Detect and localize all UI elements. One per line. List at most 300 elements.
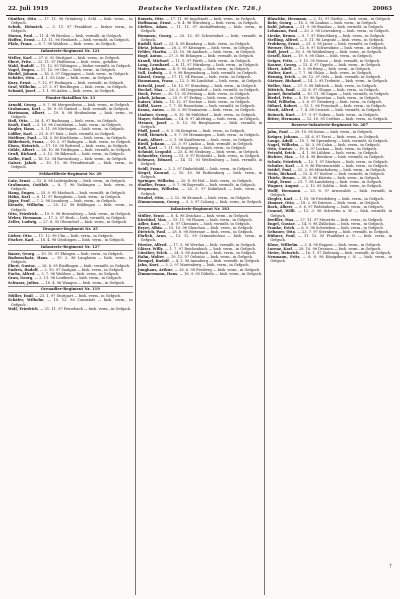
entry-name: Schmid, Josef bbox=[8, 88, 36, 93]
casualty-entry: Ruß, Karl, — 7. 11. 95 Augsburg — bish. verm., in Gefgsch. bbox=[137, 145, 247, 150]
entry-details: — 5. 11. 96 Liegnitz — bish. verm., in Gefgsch. bbox=[299, 37, 385, 42]
casualty-entry: Schwarz, Julius, — 18. 4. 96 Wangen — bish. verm., in Gefgsch. bbox=[8, 280, 126, 285]
entry-name: Schwarz, Eduard bbox=[137, 158, 172, 163]
casualty-entry: Kienzle, Wilhelm, — 25. 12. 98 Böblingen — bish. verm., in Gefgsch. bbox=[8, 203, 133, 212]
entry-name: Ebert, Adolf bbox=[267, 66, 292, 71]
entry-name: Thiele, Bruno bbox=[267, 176, 295, 181]
casualty-entry: Krüger, Johann, — 24. 6. 97 Forst — bish. verm., in Gefgsch. bbox=[267, 134, 380, 139]
casualty-entry: Geiger, Fritz, — 1. 11. 95 Neisse — bish. vermißt, in Gefgsch. bbox=[267, 58, 381, 63]
casualty-entry: Meißner, Paul, — 14. 5. 96 Kirchheim — bish. verm., in Gefgsch. bbox=[8, 135, 127, 140]
entry-name: Seidel, Paul bbox=[267, 167, 291, 172]
casualty-entry: Förster, Alfred, — 17. 5. 96 Werdau — bish. vermißt, in Gefgsch. bbox=[137, 242, 257, 247]
entry-name: Zimmer, Otto bbox=[267, 201, 294, 206]
casualty-entry: Felder, Martin, — 13. 10. 96 Ansbach — bish. verm., in Gefgsch. bbox=[137, 50, 256, 55]
entry-details: — 2. 1. 96 Kaufbeuren — bish. verm., in Gefgsch. bbox=[164, 137, 254, 142]
casualty-entry: Fischer, Karl, — 18. 4. 98 Geislingen — bish. verm., in Gefgsch. bbox=[8, 237, 125, 242]
section-heading: Infanterie-Regiment Nr. 121 bbox=[8, 48, 133, 55]
section-heading: Feldartillerie-Regiment Nr. 29 bbox=[8, 171, 133, 178]
casualty-entry: Weber, Hermann, — 17. 2. 97 Horb — bish. vermißt, in Gefgsch. bbox=[8, 215, 127, 220]
entry-details: — 15. 10. 96 Glauchau — bish. verm., in Gefgsch. bbox=[164, 226, 254, 230]
entry-name: Nagel, Wilhelm bbox=[267, 142, 298, 147]
entry-details: — 12. 5. 96 Landshut — bish. verm., in Gefgsch. bbox=[175, 79, 262, 84]
casualty-entry: Ritter, Hermann, — 12. 10. 95 Cottbus — bish. verm., in Gefgsch. bbox=[267, 116, 389, 121]
entry-details: — 1. 10. 96 Friedeberg — bish. verm., in Gefgsch. bbox=[294, 196, 385, 201]
entry-details: — 21. 6. 97 Sulz — bish. vermißt, in Gefgsch. bbox=[34, 131, 116, 136]
entry-name: Lieber, Otto bbox=[8, 233, 32, 238]
entry-name: Hennig, Erich bbox=[267, 75, 296, 80]
casualty-entry: Hartmann, Albert, — 19. 8. 98 Heidenheim — bish. verm., in Gefgsch. bbox=[8, 110, 133, 119]
entry-name: Kaiser, Alois bbox=[137, 100, 163, 105]
entry-details: — 17. 10. 98 Rottweil — bish. verm., in Gefgsch. bbox=[41, 144, 129, 149]
entry-details: — 19. 9. 98 Glatz — bish. verm., in Gefgsch. bbox=[293, 54, 373, 59]
page-header bbox=[6, 3, 394, 16]
column-3 bbox=[264, 17, 394, 595]
entry-name: Kraus, Anton bbox=[137, 108, 164, 113]
entry-name: Klose, Wilhelm bbox=[267, 242, 298, 247]
entry-details: — 26. 12. 97 Oels — bish. vermißt, in Gefgsch. bbox=[297, 75, 382, 80]
casualty-entry: Göhle, Albert, — 26. 10. 96 Tuttlingen — bish. vermißt, in Gefgsch. bbox=[8, 148, 132, 153]
entry-name: Pfalz, Franz bbox=[8, 41, 32, 46]
casualty-entry: Schmid, Josef, — 1. 1. 98 Aalen — bish. verm., in Gefgsch. bbox=[8, 88, 116, 93]
entry-details: — 16. 3. 98 Calau — bish. verm., in Gefgsch. bbox=[300, 142, 381, 147]
entry-name: Streit, Alfred bbox=[267, 108, 294, 113]
entry-details: — 25. 5. 97 Kulmbach — bish. verm., in Gefgsch. bbox=[140, 187, 263, 196]
casualty-entry: Stegmann, Wilhelm, — 25. 5. 97 Kulmbach — bish. verm., in Gefgsch. bbox=[137, 187, 263, 196]
casualty-entry: Bodenschatz, Hans, — 19. 2. 96 Laupheim — bish. verm., in Gefgsch. bbox=[8, 255, 133, 264]
entry-name: Gießen, Adam bbox=[137, 25, 167, 30]
entry-details: — 16. 12. 97 Straubing — bish. verm., in Gefgsch. bbox=[166, 83, 258, 88]
entry-details: — 16. 12. 94 Ravensburg — bish. verm., in Gefgsch. bbox=[33, 156, 128, 161]
casualty-entry: Fuchs, Alfred, — 3. 7. 96 Waldsee — bish. verm., in Gefgsch. bbox=[8, 272, 120, 277]
entry-details: — 5. 11. 98 Nürtingen — bish. verm., in Gefgsch. bbox=[36, 127, 125, 132]
casualty-entry: Wahl, Rudolf, — 11. 12. 95 Tübingen — bisher vermißt, in Gefgsch. bbox=[8, 63, 132, 68]
entry-name: Richter, Max bbox=[267, 155, 293, 160]
entry-details: — 3. 11. 97 Frankfurt — bisher verm., in Gefgsch. bbox=[11, 25, 133, 34]
entry-name: Kinzel, Georg bbox=[137, 75, 165, 80]
section-heading: Infanterie-Regiment Nr. 127 bbox=[8, 244, 133, 251]
entry-name: Dittrich, Emil bbox=[267, 87, 295, 92]
casualty-entry: Werner, Otto, — 12. 8. 97 Schweidnitz — bish. verm., in Gefgsch. bbox=[267, 46, 388, 51]
entry-details: — 17. 11. 96 Grünberg i. Schl. — bish. verm. , in Gefgsch. bbox=[11, 17, 133, 26]
entry-details: — 18. 4. 96 Wangen — bish. verm., in Gefgsch. bbox=[40, 280, 126, 285]
entry-name: Endres, Rudolf bbox=[8, 268, 38, 273]
entry-name: Zimmermann, Hans bbox=[137, 271, 178, 276]
casualty-entry: Stein, Richard, — 15. 4. 97 Seelow — bish. vermißt, in Gefgsch. bbox=[267, 171, 385, 176]
entry-name: Bilderbeck, Franz bbox=[8, 139, 44, 144]
casualty-entry: Schwarz, Eduard, — 14. 11. 93 Weißenburg — bish. vermißt, in Gefgsch. bbox=[137, 158, 263, 167]
entry-name: Adler, Kurt bbox=[137, 221, 160, 226]
entry-name: Arnold, Georg bbox=[8, 102, 36, 107]
entry-details: — 9. 7. 98 Mergentheim — bish. verm., in Gefgsch. bbox=[38, 102, 131, 107]
entry-details: — 20. 2. 96 Löwenberg — bish. verm., in Gefgsch. bbox=[299, 29, 390, 34]
entry-details: — 11. 12. 95 Tübingen — bisher vermißt, in Gefgsch. bbox=[35, 63, 132, 68]
casualty-entry: Franke, Erich, — 6. 5. 96 Schwiebus — bish. verm., in Gefgsch. bbox=[267, 226, 384, 230]
casualty-entry: Höhn, Karl, — 8. 11. 97 Besigheim — bish. verm., in Gefgsch. bbox=[8, 195, 122, 200]
casualty-entry: Wagner, August, — 2. 12. 95 Soldin — bish. verm., in Gefgsch. bbox=[267, 184, 383, 189]
entry-details: — 21. 7. 98 Landsberg — bish. verm., in Gefgsch. bbox=[293, 180, 383, 185]
casualty-entry: Müller, Emil, — 23. 1. 97 Stuttgart — bish. verm., in Gefgsch. bbox=[8, 294, 122, 299]
entry-name: Schulze, Karl bbox=[267, 163, 294, 168]
entry-details: — 24. 6. 97 Forst — bish. verm., in Gefgsch. bbox=[300, 134, 380, 139]
entry-name: Kölbl, Xaver bbox=[137, 104, 162, 109]
casualty-entry: Arnold, Georg, — 9. 7. 98 Mergentheim — bish. verm., in Gefgsch. bbox=[8, 102, 131, 107]
casualty-entry: Zimmermann, Hans, — 16. 9. 95 Döbeln — bish. verm., in Gefgsch. bbox=[137, 271, 263, 276]
entry-details: — 23. 4. 96 Neuburg — bish. verm., in Gefgsch. bbox=[173, 150, 260, 154]
entry-name: Felder, Martin bbox=[137, 50, 167, 55]
entry-name: Meier, Heinrich bbox=[267, 250, 299, 255]
casualty-entry: Maron, Paul, — 11. 4. 98 Breslau — bish. vermißt, in Gefgsch. bbox=[8, 33, 123, 38]
entry-details: — 17. 2. 97 Horb — bish. vermißt, in Gefgsch. bbox=[43, 215, 127, 220]
entry-name: Müller, Emil bbox=[8, 294, 33, 299]
casualty-entry: Ehrlich, Arno, — 13. 12. 95 Crimmitschau — bish. verm., in Gefgsch. bbox=[137, 234, 263, 243]
entry-details: — 16. 3. 97 Göppingen — bish. verm., in Gefgsch. bbox=[39, 72, 130, 77]
casualty-entry: Wolff, Hermann, — 25. 8. 97 Arnswalde — bish. vermißt, in Gefgsch. bbox=[267, 188, 393, 197]
entry-details: — 7. 4. 98 Crossen — bish. vermißt, in Gefgsch. bbox=[295, 108, 382, 113]
casualty-entry: Endres, Rudolf, — 2. 10. 97 Saulgau — bish. verm., in Gefgsch. bbox=[8, 268, 125, 273]
entry-details: — 11. 12. 95 Frankfurt a. O. — bish. verm., in Gefgsch. bbox=[270, 234, 393, 243]
entry-details: — 9. 3. 98 Brieg — bish. verm., in Gefgsch. bbox=[293, 66, 372, 71]
casualty-entry: Riedl, Johann, — 22. 3. 97 Lindau — bish. vermißt, in Gefgsch. bbox=[137, 141, 254, 146]
newspaper-page bbox=[6, 3, 394, 595]
entry-name: Gruß, Richard bbox=[8, 152, 37, 157]
casualty-entry: Romeis, Otto, — 17. 11. 96 Ingolstadt — bish. verm., in Gefgsch. bbox=[137, 17, 257, 21]
casualty-entry: Voigt, Ernst, — 21. 7. 98 Landsberg — bish. verm., in Gefgsch. bbox=[267, 180, 383, 185]
casualty-entry: Lange, Adolf, — 18. 7. 96 Spremberg — bish. vermißt, in Gefgsch. bbox=[267, 138, 389, 143]
header-issue: (Nr. 726.) bbox=[225, 6, 262, 12]
entry-details: — 27. 3. 97 Reutlingen — bish. verm., in Gefgsch. bbox=[37, 84, 128, 89]
entry-name: Hopf, Anton bbox=[137, 54, 162, 59]
casualty-entry: Stadler, Franz, — 9. 7. 96 Bayreuth — bish. vermißt, in Gefgsch. bbox=[137, 183, 256, 188]
entry-name: Lorenz, Karl bbox=[267, 246, 292, 251]
casualty-entry: Jakob, Johann, — 29. 9. 97 Erding — bish. verm., in Gefgsch. bbox=[137, 95, 250, 100]
entry-name: Jahn, Kurt bbox=[137, 263, 159, 268]
entry-name: Söhnel, Robert bbox=[267, 104, 298, 109]
entry-details: — 7. 12. 97 Esslingen — bish. vermißt, in Gefgsch. bbox=[33, 80, 125, 85]
entry-name: Graf, Wilhelm bbox=[8, 84, 36, 89]
entry-details: — 14. 8. 97 Altötting — bish. verm., in Gefgsch. bbox=[174, 116, 260, 121]
entry-name: Lieske, Bruno bbox=[267, 33, 296, 38]
entry-details: — 21. 9. 96 Bunzlau — bish. vermißt, in Gefgsch. bbox=[295, 25, 384, 30]
casualty-entry: Grahmann, Karl, — 18. 9. 95 Gmünd — bish. vermißt, in Gefgsch. bbox=[8, 106, 130, 111]
casualty-entry: Hennig, Erich, — 26. 12. 97 Oels — bish. vermißt, in Gefgsch. bbox=[267, 75, 382, 80]
entry-name: Weller, Karl bbox=[8, 55, 32, 60]
entry-details: — 24. 9. 98 Auerbach — bish. verm., in Gefgsch. bbox=[169, 250, 257, 255]
entry-details: — 3. 10. 96 Crailsheim — bish. verm., in Gefgsch. bbox=[32, 123, 122, 128]
entry-details: — 23. 1. 97 Stuttgart — bish. verm., in Gefgsch. bbox=[34, 294, 122, 299]
casualty-entry: Seidel, Paul, — 22. 2. 98 Müncheberg — bish. verm., in Gefgsch. bbox=[267, 167, 387, 172]
entry-details: — 19. 12. 97 Oelsnitz — bish. verm., in Gefgsch. bbox=[166, 255, 254, 260]
entry-name: Blaschke, Hermann bbox=[267, 17, 307, 21]
entry-name: Hoffmann, Ernst bbox=[137, 21, 171, 26]
casualty-entry: Krause, Georg, — 13. 4. 97 Oppeln — bish. verm., in Gefgsch. bbox=[267, 62, 382, 67]
entry-name: Dietrich, Paul bbox=[137, 230, 166, 235]
casualty-entry: Kugler, Hans, — 5. 11. 98 Nürtingen — bish. verm., in Gefgsch. bbox=[8, 127, 125, 132]
casualty-entry: Günther, Erich, — 24. 9. 98 Auerbach — bish. verm., in Gefgsch. bbox=[137, 250, 257, 255]
entry-name: Gärtner, Richard bbox=[267, 79, 301, 84]
casualty-entry: Rudolf, Karl, — 23. 4. 98 Bamberg — bish. verm., in Gefgsch. bbox=[137, 41, 251, 46]
casualty-entry: Ebert, Gustav, — 26. 8. 95 Riedlingen — bish. vermißt, in Gefgsch. bbox=[8, 264, 131, 268]
entry-name: Hahn, Walter bbox=[137, 255, 165, 260]
casualty-entry: Gebauer, Otto, — 23. 7. 97 Sternberg — bish. vermißt, in Gefgsch. bbox=[267, 230, 390, 235]
entry-details: — 8. 10. 96 Mühldorf — bish. verm., in Gefgsch. bbox=[169, 112, 257, 117]
casualty-entry: Lehmann, Paul, — 20. 2. 96 Löwenberg — bish. verm., in Gefgsch. bbox=[267, 29, 390, 34]
casualty-entry: Springer, Wilhelm, — 20. 8. 96 Hof — bish. verm., in Gefgsch. bbox=[137, 179, 253, 184]
entry-name: Günther, Erich bbox=[137, 250, 168, 255]
entry-name: Reischl, Josef bbox=[137, 83, 165, 88]
entry-name: Hoffen, Ernst bbox=[8, 37, 35, 42]
casualty-entry: Reinsch, Kurt, — 17. 9. 97 Guben — bish. verm., in Gefgsch. bbox=[267, 112, 379, 117]
entry-details: — 13. 1. 96 Freystadt — bish. verm., in Gefgsch. bbox=[299, 104, 387, 109]
entry-name: Raab, Albert bbox=[137, 137, 163, 142]
entry-name: Hoß, Otto bbox=[8, 119, 28, 124]
entry-details: — 26. 8. 95 Riedlingen — bish. vermißt, in Gefgsch. bbox=[37, 264, 131, 268]
entry-name: Otto, Friedrich bbox=[8, 211, 38, 216]
entry-name: Hempel, Rudolf bbox=[137, 259, 169, 264]
entry-name: Krause, Georg bbox=[267, 62, 296, 67]
casualty-entry: Bauer, Georg, — 19. 10. 97 Ehingen — bish. verm., in Gefgsch. bbox=[8, 251, 124, 256]
entry-name: Wolff, Hermann bbox=[267, 188, 301, 193]
entry-name: Zimmermann, Georg bbox=[137, 199, 179, 204]
casualty-entry: Adler, Kurt, — 7. 6. 97 Chemnitz — bish. vermißt, in Gefgsch. bbox=[137, 221, 251, 226]
entry-details: — 17. 11. 94 Passau — bish. verm., in Gefgsch. bbox=[167, 75, 252, 80]
entry-name: Hübner, Paul bbox=[267, 234, 295, 239]
entry-details: — 29. 10. 98 Sorau — bish. verm., in Gefgsch. bbox=[290, 130, 373, 135]
entry-name: Weber, Hermann bbox=[8, 215, 42, 220]
casualty-entry: Heckel, Max, — 26. 2. 94 Deggendorf — bish. vermißt, in Gefgsch. bbox=[137, 87, 260, 92]
entry-name: Meißner, Paul bbox=[8, 135, 36, 140]
entry-details: — 22. 3. 97 Lindau — bish. vermißt, in Gefgsch. bbox=[166, 141, 254, 146]
entry-details: — 13. 12. 95 Crimmitschau — bish. verm., in Gefgsch. bbox=[140, 234, 263, 243]
entry-name: Pohl, Wilhelm bbox=[267, 100, 296, 105]
entry-name: Grau, Georg bbox=[8, 276, 33, 281]
casualty-entry: Dietz, Johann, — 28. 2. 97 Kitzingen — bish. verm., in Gefgsch. bbox=[137, 46, 254, 51]
entry-details: — 28. 2. 97 Kitzingen — bish. verm., in Gefgsch. bbox=[166, 46, 254, 51]
entry-details: — 25. 9. 95 Marbach — bish. vermißt, in Gefgsch. bbox=[36, 190, 126, 195]
entry-details: — 7. 7. 95 Rosenheim — bish. vermißt, in Gefgsch. bbox=[164, 104, 256, 109]
casualty-entry: Hübner, Paul, — 11. 12. 95 Frankfurt a. O. — bish. verm., in Gefgsch. bbox=[267, 234, 393, 243]
entry-name: Jahn, Paul bbox=[267, 130, 288, 135]
entry-name: Schäfer, Wilhelm bbox=[8, 298, 44, 303]
entry-details: — 2. 12. 97 Görlitz — bish. verm., in Gefgsch. bbox=[308, 17, 392, 21]
casualty-entry: Weller, Karl, — 27. 6. 92 Stuttgart — bish. verm., in Gefgsch. bbox=[8, 55, 121, 60]
entry-details: — 14. 2. 95 Trebnitz — bish. verm., in Gefgsch. bbox=[303, 79, 389, 84]
entry-name: Mayer, Sebastian bbox=[137, 116, 172, 121]
entry-details: — 8. 8. 98 Königsberg i. N. — bish. verm., in Gefgsch. bbox=[270, 255, 392, 264]
columns bbox=[6, 17, 394, 595]
entry-name: Hausmann, Franz bbox=[137, 79, 173, 84]
casualty-entry: Kahl, Johann, — 21. 9. 96 Bunzlau — bish. vermißt, in Gefgsch. bbox=[267, 25, 384, 30]
casualty-entry: Lutz, Ernst, — 12. 6. 98 Ludwigsburg — bish. verm., in Gefgsch. bbox=[8, 178, 126, 183]
entry-details: — 26. 4. 97 Backnang — bish. verm., in Gefgsch. bbox=[29, 119, 118, 124]
entry-details: — 17. 9. 97 Guben — bish. verm., in Gefgsch. bbox=[297, 112, 379, 117]
entry-details: — 19. 8. 98 Heidenheim — bish. verm., in Gefgsch. bbox=[11, 110, 133, 119]
casualty-entry: Nagel, Wilhelm, — 16. 3. 98 Calau — bish. verm., in Gefgsch. bbox=[267, 142, 381, 147]
entry-details: — 19. 9. 96 Herrenberg — bish. verm., in Gefgsch. bbox=[39, 211, 132, 216]
casualty-entry: Lorenz, Karl, — 28. 10. 96 Drossen — bish. verm., in Gefgsch. bbox=[267, 246, 382, 251]
casualty-entry: Seidl, Franz, — 2. 2. 97 Dinkelsbühl — bish. verm., in Gefgsch. bbox=[137, 166, 253, 171]
entry-details: — 18. 2. 98 Driesen — bish. verm., in Gefgsch. bbox=[296, 201, 381, 206]
entry-name: Fuchs, Alfred bbox=[8, 272, 35, 277]
entry-details: — 28. 10. 96 Drossen — bish. verm., in Gefgsch. bbox=[294, 246, 382, 251]
entry-details: — 10. 11. 98 Sagan — bish. vermißt, in Gefgsch. bbox=[302, 91, 390, 96]
casualty-entry: Kolbe, Emil, — 16. 12. 94 Ravensburg — bish. verm., in Gefgsch. bbox=[8, 156, 128, 161]
entry-name: Stegmann, Wilhelm bbox=[137, 187, 179, 192]
entry-details: — 4. 9. 95 Amberg — bish. verm., in Gefgsch. bbox=[167, 66, 250, 71]
entry-details: — 14. 11. 93 Weißenburg — bish. vermißt, in Gefgsch. bbox=[140, 158, 263, 167]
entry-name: Müller, Ernst bbox=[137, 213, 164, 218]
section-heading: Infanterie-Regiment Nr. 183 bbox=[138, 206, 263, 213]
entry-name: Stadler, Franz bbox=[137, 183, 166, 188]
entry-name: Beyer, Albin bbox=[137, 226, 162, 230]
entry-details: — 22. 2. 98 Müncheberg — bish. verm., in Gefgsch. bbox=[293, 167, 387, 172]
entry-name: Eisen, Heinrich bbox=[8, 144, 39, 149]
header-date: 22. Juli 1919 bbox=[8, 6, 49, 12]
casualty-entry: Pfalz, Franz, — 8. 7. 98 Waldsee — bish. verm., in Gefgsch. bbox=[8, 41, 117, 46]
entry-name: Jaenel, Reinhold bbox=[267, 91, 301, 96]
entry-details: — 26. 10. 96 Tuttlingen — bish. vermißt, in Gefgsch. bbox=[36, 148, 132, 153]
entry-name: Rudolf, Karl bbox=[137, 41, 162, 46]
casualty-entry: Kirchhof, Max, — 19. 11. 98 Plauen — bish. verm., in Gefgsch. bbox=[137, 217, 253, 222]
entry-name: Hemmen, Georg bbox=[137, 33, 171, 38]
entry-name: Weller, Max bbox=[267, 83, 291, 88]
entry-name: Hartmann, Albert bbox=[8, 110, 45, 115]
entry-details: — 5. 9. 98 Regensburg — bish. vermißt, in Gefgsch. bbox=[164, 71, 258, 76]
entry-details: — 29. 9. 97 Erding — bish. verm., in Gefgsch. bbox=[167, 95, 250, 100]
casualty-entry: Jahn, Kurt, — 3. 2. 97 Marienberg — bish. verm., in Gefgsch. bbox=[137, 263, 250, 268]
entry-details: — 23. 4. 98 Bamberg — bish. verm., in Gefgsch. bbox=[164, 41, 251, 46]
entry-details: — 21. 11. 97 Feuerbach — bish. verm., in Gefgsch. bbox=[39, 306, 132, 311]
casualty-entry: Vogel, Eugen, — 17. 10. 99 Ulm — bish. verm., in Gefgsch. bbox=[8, 68, 116, 73]
entry-details: — 11. 12. 98 Ulm — bish. verm., in Gefgsch. bbox=[33, 233, 114, 238]
entry-details: — 8. 3. 98 Kempten — bish. verm., in Gefgsch. bbox=[161, 129, 246, 134]
entry-details: — 18. 2. 96 Lauban — bish. verm., in Gefgsch. bbox=[293, 21, 378, 26]
entry-name: Dietz, Johann bbox=[137, 46, 165, 51]
entry-details: — 30. 3. 96 Waldenburg — bish. verm., in Gefgsch. bbox=[290, 50, 383, 55]
entry-details: — 3. 6. 97 Grünberg — bish. verm., in Gefgsch. bbox=[297, 100, 383, 105]
entry-details: — 10. 4. 98 Beeskow — bish. vermißt, in Gefgsch. bbox=[294, 155, 385, 160]
casualty-entry: Schulze, Karl, — 5. 9. 96 Fürstenwalde — bish. verm., in Gefgsch. bbox=[267, 163, 389, 168]
column-2 bbox=[135, 17, 265, 595]
entry-details: — 8. 4. 96 Zwickau — bish. verm., in Gefgsch. bbox=[166, 213, 250, 218]
casualty-entry: Rohr, Georg, — 18. 2. 96 Lauban — bish. verm., in Gefgsch. bbox=[267, 21, 378, 26]
entry-name: Engel, Gustav bbox=[267, 221, 295, 226]
entry-name: Maier, Johann bbox=[137, 66, 166, 71]
entry-details: — 8. 7. 98 Waldsee — bish. verm., in Gefgsch. bbox=[33, 41, 117, 46]
entry-details: — 10. 11. 96 Freudenstadt — bish. verm., in Gefgsch. bbox=[11, 160, 133, 169]
entry-name: Kahl, Johann bbox=[267, 25, 294, 30]
casualty-entry: Kraus, Anton, — 10. 3. 98 Traunstein — bish. verm., in Gefgsch. bbox=[137, 108, 256, 113]
entry-details: — 7. 2. 98 Leonberg — bish. verm., in Gefgsch. bbox=[31, 199, 117, 204]
casualty-entry: Kölbl, Xaver, — 7. 7. 95 Rosenheim — bish. vermißt, in Gefgsch. bbox=[137, 104, 256, 109]
entry-details: — 27. 6. 92 Stuttgart — bish. verm., in Gefgsch. bbox=[33, 55, 121, 60]
entry-name: Kienzle, Wilhelm bbox=[8, 203, 44, 208]
casualty-entry: Kraft, Emil, — 3. 10. 96 Crailsheim — bish. verm., in Gefgsch. bbox=[8, 123, 122, 128]
casualty-entry: Frohberg, Ernst, — 23. 3. 98 Jauer — bish. vermißt, in Gefgsch. bbox=[267, 41, 385, 46]
entry-details: — 7. 7. 96 Ohlau — bish. verm., in Gefgsch. bbox=[294, 71, 373, 76]
entry-details: — 19. 11. 98 Plauen — bish. verm., in Gefgsch. bbox=[168, 217, 253, 222]
entry-name: Otto, Gustav bbox=[267, 147, 293, 152]
casualty-entry: Graf, Wilhelm, — 27. 3. 97 Reutlingen — bish. verm., in Gefgsch. bbox=[8, 84, 128, 89]
entry-details: — 25. 12. 98 Böblingen — bish. verm., in Gefgsch. bbox=[11, 203, 133, 212]
casualty-entry: Dietrich, Paul, — 28. 8. 98 Meerane — bish. verm., in Gefgsch. bbox=[137, 230, 254, 235]
section-heading: Reserve-Infanterie-Regiment Nr. 267 bbox=[267, 122, 392, 129]
entry-name: Romeis, Otto bbox=[137, 17, 164, 21]
entry-name: Bock, Albert bbox=[267, 205, 293, 210]
entry-details: — 18. 4. 98 Geislingen — bish. verm., in Gefgsch. bbox=[35, 237, 125, 242]
entry-details: — 23. 3. 98 Jauer — bish. vermißt, in Gefgsch. bbox=[301, 41, 385, 46]
entry-name: Kugler, Hans bbox=[8, 127, 34, 132]
casualty-entry: Ebert, Adolf, — 9. 3. 98 Brieg — bish. verm., in Gefgsch. bbox=[267, 66, 372, 71]
entry-details: — 5. 12. 96 Burghausen — bish. vermißt, in Gefgsch. bbox=[140, 120, 263, 130]
casualty-entry: Reischl, Josef, — 16. 12. 97 Straubing — bish. verm., in Gefgsch. bbox=[137, 83, 258, 88]
entry-details: — 12. 8. 97 Schweidnitz — bish. verm., in Gefgsch. bbox=[295, 46, 388, 51]
casualty-entry: Grahmann, Gottlob, — 8. 7. 96 Vaihingen — bish. verm., in Gefgsch. bbox=[8, 182, 133, 191]
casualty-entry: Kurz, Ernst, — 7. 12. 97 Esslingen — bish. vermißt, in Gefgsch. bbox=[8, 80, 125, 85]
casualty-entry: Hausmann, Franz, — 12. 5. 96 Landshut — bish. verm., in Gefgsch. bbox=[137, 79, 262, 84]
entry-name: Wolf, Friedrich bbox=[8, 306, 38, 311]
entry-details: — 2. 11. 98 Leutkirch — bish. verm., in Gefgsch. bbox=[34, 276, 122, 281]
casualty-entry: Söhnel, Robert, — 13. 1. 96 Freystadt — bish. verm., in Gefgsch. bbox=[267, 104, 387, 109]
entry-name: Reinsch, Kurt bbox=[267, 112, 295, 117]
entry-name: Schneider, Georg bbox=[137, 154, 172, 159]
entry-details: — 17. 11. 96 Ingolstadt — bish. verm., in Gefgsch. bbox=[165, 17, 257, 21]
entry-details: — 10. 10. 98 Rothenburg — bish. verm., in Gefgsch. bbox=[140, 170, 263, 179]
entry-name: Siegel, Konrad bbox=[137, 170, 169, 175]
entry-details: — 27. 11. 97 Meseritz — bish. verm., in Gefgsch. bbox=[295, 217, 384, 222]
header-title-text: Deutsche Verlustlisten bbox=[138, 6, 223, 12]
entry-details: — 9. 7. 97 Hirschberg — bish. verm., in Gefgsch. bbox=[297, 33, 386, 38]
entry-details: — 4. 3. 96 Annaberg — bish. vermißt, in Gefgsch. bbox=[171, 259, 261, 264]
entry-details: — 14. 9. 98 Züllichau — bish. verm., in Gefgsch. bbox=[297, 221, 384, 226]
casualty-entry: Kinzel, Georg, — 17. 11. 94 Passau — bish. verm., in Gefgsch. bbox=[137, 75, 252, 80]
entry-name: Franke, Erich bbox=[267, 226, 295, 230]
casualty-entry: Hahn, Walter, — 19. 12. 97 Oelsnitz — bish. verm., in Gefgsch. bbox=[137, 255, 254, 260]
casualty-entry: Hemmen, Georg, — 20. 12. 95 Schweinfurt — bish. vermißt, in Gefgsch. bbox=[137, 33, 263, 42]
entry-details: — 27. 3. 96 Erlangen — bish. vermißt, in Gefgsch. bbox=[163, 54, 255, 59]
entry-details: — 12. 10. 95 Cottbus — bish. verm., in Gefgsch. bbox=[302, 116, 389, 121]
casualty-entry: Schäfer, Wilhelm, — 10. 12. 96 Cannstatt — bish. verm., in Gefgsch. bbox=[8, 298, 133, 307]
casualty-entry: Löffler, Karl, — 21. 6. 97 Sulz — bish. vermißt, in Gefgsch. bbox=[8, 131, 116, 136]
casualty-entry: Hoff, Josef, — 30. 3. 96 Waldenburg — bish. verm., in Gefgsch. bbox=[267, 50, 383, 55]
entry-name: Grahmann, Karl bbox=[8, 106, 41, 111]
casualty-entry: Otto, Gustav, — 19. 8. 97 Luckau — bish. verm., in Gefgsch. bbox=[267, 147, 378, 152]
entry-name: Krüger, Johann bbox=[267, 134, 298, 139]
entry-details: — 9. 6. 97 Woldenberg — bish. verm., in Gefgsch. bbox=[294, 205, 384, 210]
casualty-entry: Hopf, Anton, — 27. 3. 96 Erlangen — bish. vermißt, in Gefgsch. bbox=[137, 54, 255, 59]
entry-name: Pröll, Heinrich bbox=[137, 133, 168, 138]
entry-name: Frohberg, Ernst bbox=[267, 41, 299, 46]
entry-details: — 3. 4. 98 Reppen — bish. verm., in Gefgsch. bbox=[299, 242, 382, 247]
casualty-entry: Dittrich, Emil, — 22. 8. 97 Glogau — bish. verm., in Gefgsch. bbox=[267, 87, 380, 92]
casualty-entry: Lieber, Otto, — 11. 12. 98 Ulm — bish. verm., in Gefgsch. bbox=[8, 233, 114, 238]
casualty-entry: Mayer, Sebastian, — 14. 8. 97 Altötting — bish. verm., in Gefgsch. bbox=[137, 116, 260, 121]
header-page-number: 20063 bbox=[372, 6, 392, 12]
section-heading: Dragoner-Regiment Nr. 25 bbox=[8, 226, 133, 233]
entry-name: Wahl, Rudolf bbox=[8, 63, 34, 68]
entry-name: Kraft, Emil bbox=[8, 123, 31, 128]
casualty-entry: Otto, Friedrich, — 19. 9. 96 Herrenberg — bish. verm., in Gefgsch. bbox=[8, 211, 132, 216]
entry-details: — 15. 4. 97 Seelow — bish. vermißt, in Gefgsch. bbox=[298, 171, 385, 176]
entry-name: Kolbe, Emil bbox=[8, 156, 32, 161]
entry-name: Schwarz, Julius bbox=[8, 280, 39, 285]
casualty-entry: Schmid, Leopold, — 23. 4. 96 Neuburg — bish. verm., in Gefgsch. bbox=[137, 150, 260, 154]
entry-name: Ebert, Fritz bbox=[8, 59, 31, 64]
entry-details: — 7. 11. 95 Augsburg — bish. verm., in Gefgsch. bbox=[159, 145, 247, 150]
entry-name: Hock, Peter bbox=[137, 91, 162, 96]
casualty-entry: Beyer, Albin, — 15. 10. 96 Glauchau — bish. verm., in Gefgsch. bbox=[137, 226, 254, 230]
entry-details: — 19. 8. 97 Luckau — bish. verm., in Gefgsch. bbox=[294, 147, 378, 152]
casualty-entry: Engel, Gustav, — 14. 9. 98 Züllichau — bish. verm., in Gefgsch. bbox=[267, 221, 384, 226]
